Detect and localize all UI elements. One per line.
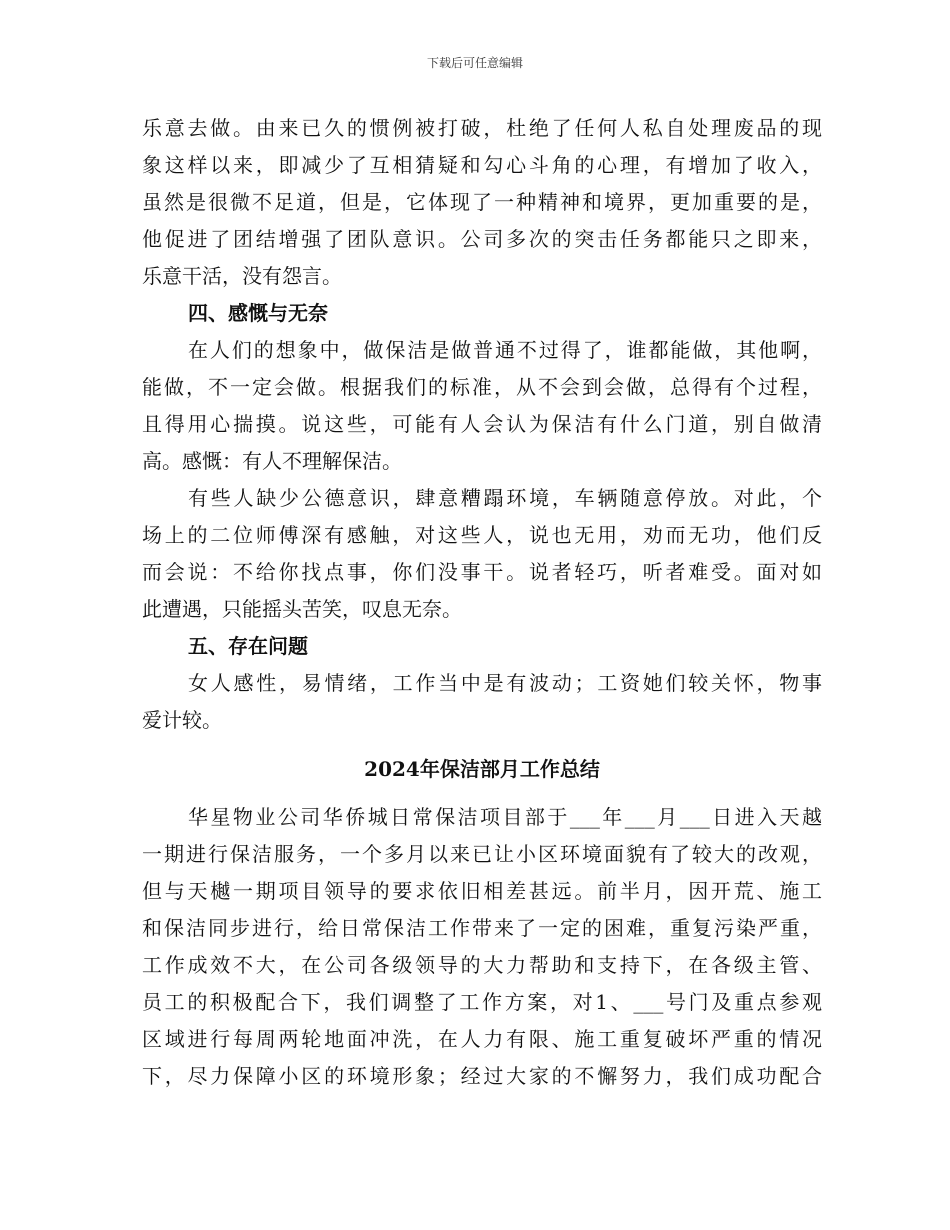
text-line: 他促进了团结增强了团队意识。公司多次的突击任务都能只之即来，	[142, 227, 822, 251]
text-line: 高。感慨：有人不理解保洁。	[142, 449, 402, 473]
text-line: 女人感性，易情绪，工作当中是有波动；工资她们较关怀，物事	[188, 671, 822, 695]
text-line: 区域进行每周两轮地面冲洗，在人力有限、施工重复破坏严重的情况	[142, 1027, 822, 1051]
text-line: 有些人缺少公德意识，肆意糟蹋环境，车辆随意停放。对此，个	[188, 486, 822, 510]
text-line: 场上的二位师傅深有感触，对这些人，说也无用，劝而无功，他们反	[142, 523, 822, 547]
text-line: 而会说：不给你找点事，你们没事干。说者轻巧，听者难受。面对如	[142, 560, 822, 584]
text-line: 员工的积极配合下，我们调整了工作方案，对1、___号门及重点参观	[142, 990, 822, 1014]
text-line: 和保洁同步进行，给日常保洁工作带来了一定的困难，重复污染严重，	[142, 916, 822, 940]
text-line: 工作成效不大，在公司各级领导的大力帮助和支持下，在各级主管、	[142, 953, 822, 977]
header-note: 下载后可任意编辑	[426, 56, 523, 70]
text-line: 象这样以来，即减少了互相猜疑和勾心斗角的心理，有增加了收入，	[142, 153, 822, 177]
text-line: 一期进行保洁服务，一个多月以来已让小区环境面貌有了较大的改观，	[142, 842, 822, 866]
text-line: 能做，不一定会做。根据我们的标准，从不会到会做，总得有个过程，	[142, 375, 822, 399]
document-title: 2024年保洁部月工作总结	[364, 757, 600, 781]
text-line: 在人们的想象中，做保洁是做普通不过得了，谁都能做，其他啊，	[188, 338, 822, 362]
text-line: 乐意去做。由来已久的惯例被打破，杜绝了任何人私自处理废品的现	[142, 116, 822, 140]
text-line: 但与天樾一期项目领导的要求依旧相差甚远。前半月，因开荒、施工	[142, 879, 822, 903]
text-line: 此遭遇，只能摇头苦笑，叹息无奈。	[142, 597, 462, 621]
text-line: 且得用心揣摸。说这些，可能有人会认为保洁有什么门道，别自做清	[142, 412, 822, 436]
text-line: 乐意干活，没有怨言。	[142, 264, 342, 288]
section-heading: 四、感慨与无奈	[188, 301, 328, 325]
text-line: 华星物业公司华侨城日常保洁项目部于___年___月___日进入天越	[188, 805, 822, 829]
text-line: 下，尽力保障小区的环境形象；经过大家的不懈努力，我们成功配合	[142, 1064, 822, 1088]
document-body	[142, 110, 822, 1095]
text-line: 爱计较。	[142, 708, 222, 732]
section-heading: 五、存在问题	[188, 634, 308, 658]
text-line: 虽然是很微不足道，但是，它体现了一种精神和境界，更加重要的是，	[142, 190, 822, 214]
